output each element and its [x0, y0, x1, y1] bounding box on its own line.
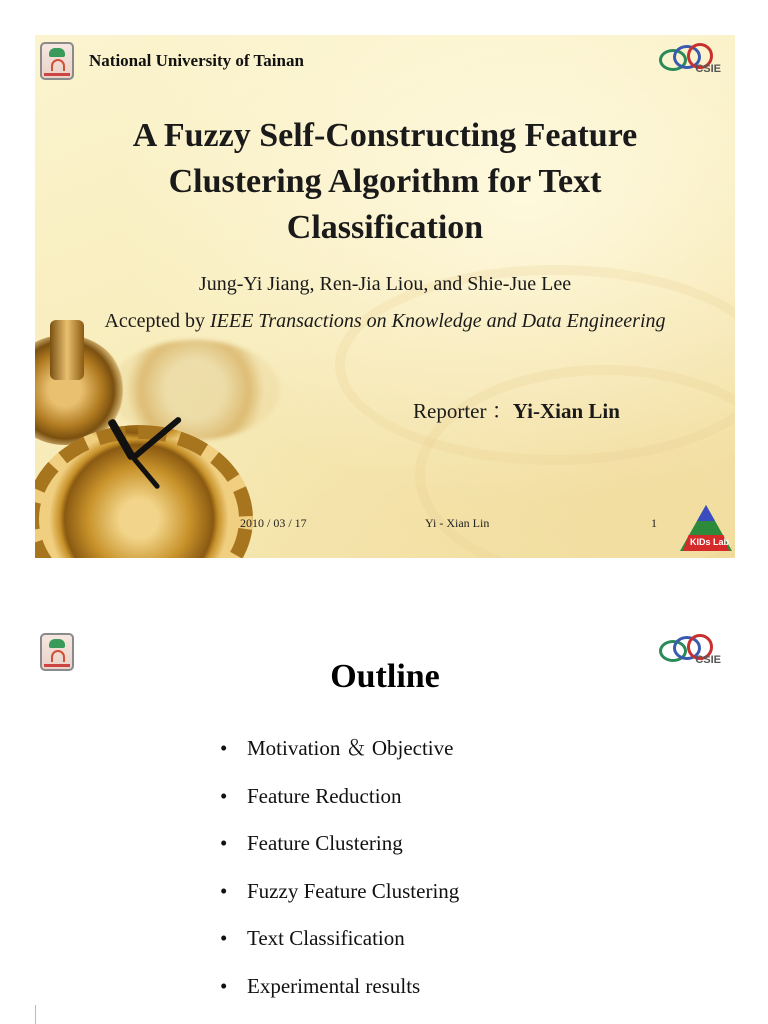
- bullet-icon: •: [220, 736, 228, 760]
- outline-slide: [35, 620, 735, 1024]
- list-item: [220, 970, 459, 1018]
- list-item: [220, 827, 459, 875]
- list-item-label: Experimental results: [247, 973, 421, 998]
- bullet-icon: •: [220, 878, 228, 903]
- bullet-icon: •: [220, 973, 228, 998]
- bullet-icon: •: [220, 783, 228, 808]
- list-item-label: Feature Reduction: [247, 783, 402, 808]
- footer-page-number: 1: [651, 516, 657, 530]
- bullet-icon: •: [220, 926, 228, 950]
- csie-logo-text: CSIE: [695, 654, 721, 666]
- accepted-prefix: Accepted by: [104, 310, 210, 332]
- footer-date: 2010 / 03 / 17: [240, 516, 307, 530]
- list-item-label: Feature Clustering: [247, 831, 403, 855]
- reporter-name: Yi-Xian Lin: [512, 399, 620, 423]
- reporter-line: [413, 395, 620, 425]
- bullet-icon: •: [220, 831, 228, 855]
- journal-name: IEEE Transactions on Knowledge and Data Engineering: [209, 310, 666, 332]
- gear-icon: [50, 320, 84, 380]
- publication-line: [35, 310, 735, 333]
- list-item: [220, 922, 459, 970]
- outline-heading: Outline: [330, 658, 440, 695]
- csie-logo-text: CSIE: [695, 63, 721, 75]
- title-slide: [35, 35, 735, 558]
- university-name: National University of Tainan: [89, 51, 304, 70]
- kids-lab-logo-top: [697, 505, 715, 521]
- list-item: [220, 875, 459, 923]
- list-item-label: Motivation ＆ Objective: [247, 736, 454, 760]
- university-logo-icon: [40, 42, 74, 80]
- reporter-label: Reporter ：: [413, 399, 513, 423]
- list-item: [220, 780, 459, 828]
- presentation-title: A Fuzzy Self-Constructing Feature Clustering Algorithm for Text Classification: [132, 117, 638, 246]
- kids-lab-logo-text: KIDs Lab: [690, 537, 730, 547]
- page-edge-divider: [35, 1005, 36, 1024]
- list-item: [220, 732, 459, 780]
- list-item-label: Fuzzy Feature Clustering: [247, 878, 460, 903]
- footer-presenter: Yi - Xian Lin: [425, 516, 490, 530]
- authors: Jung-Yi Jiang, Ren-Jia Liou, and Shie-Jue Lee: [198, 273, 572, 295]
- csie-logo-icon: [657, 41, 727, 81]
- outline-list: [220, 732, 459, 1017]
- list-item-label: Text Classification: [247, 926, 405, 950]
